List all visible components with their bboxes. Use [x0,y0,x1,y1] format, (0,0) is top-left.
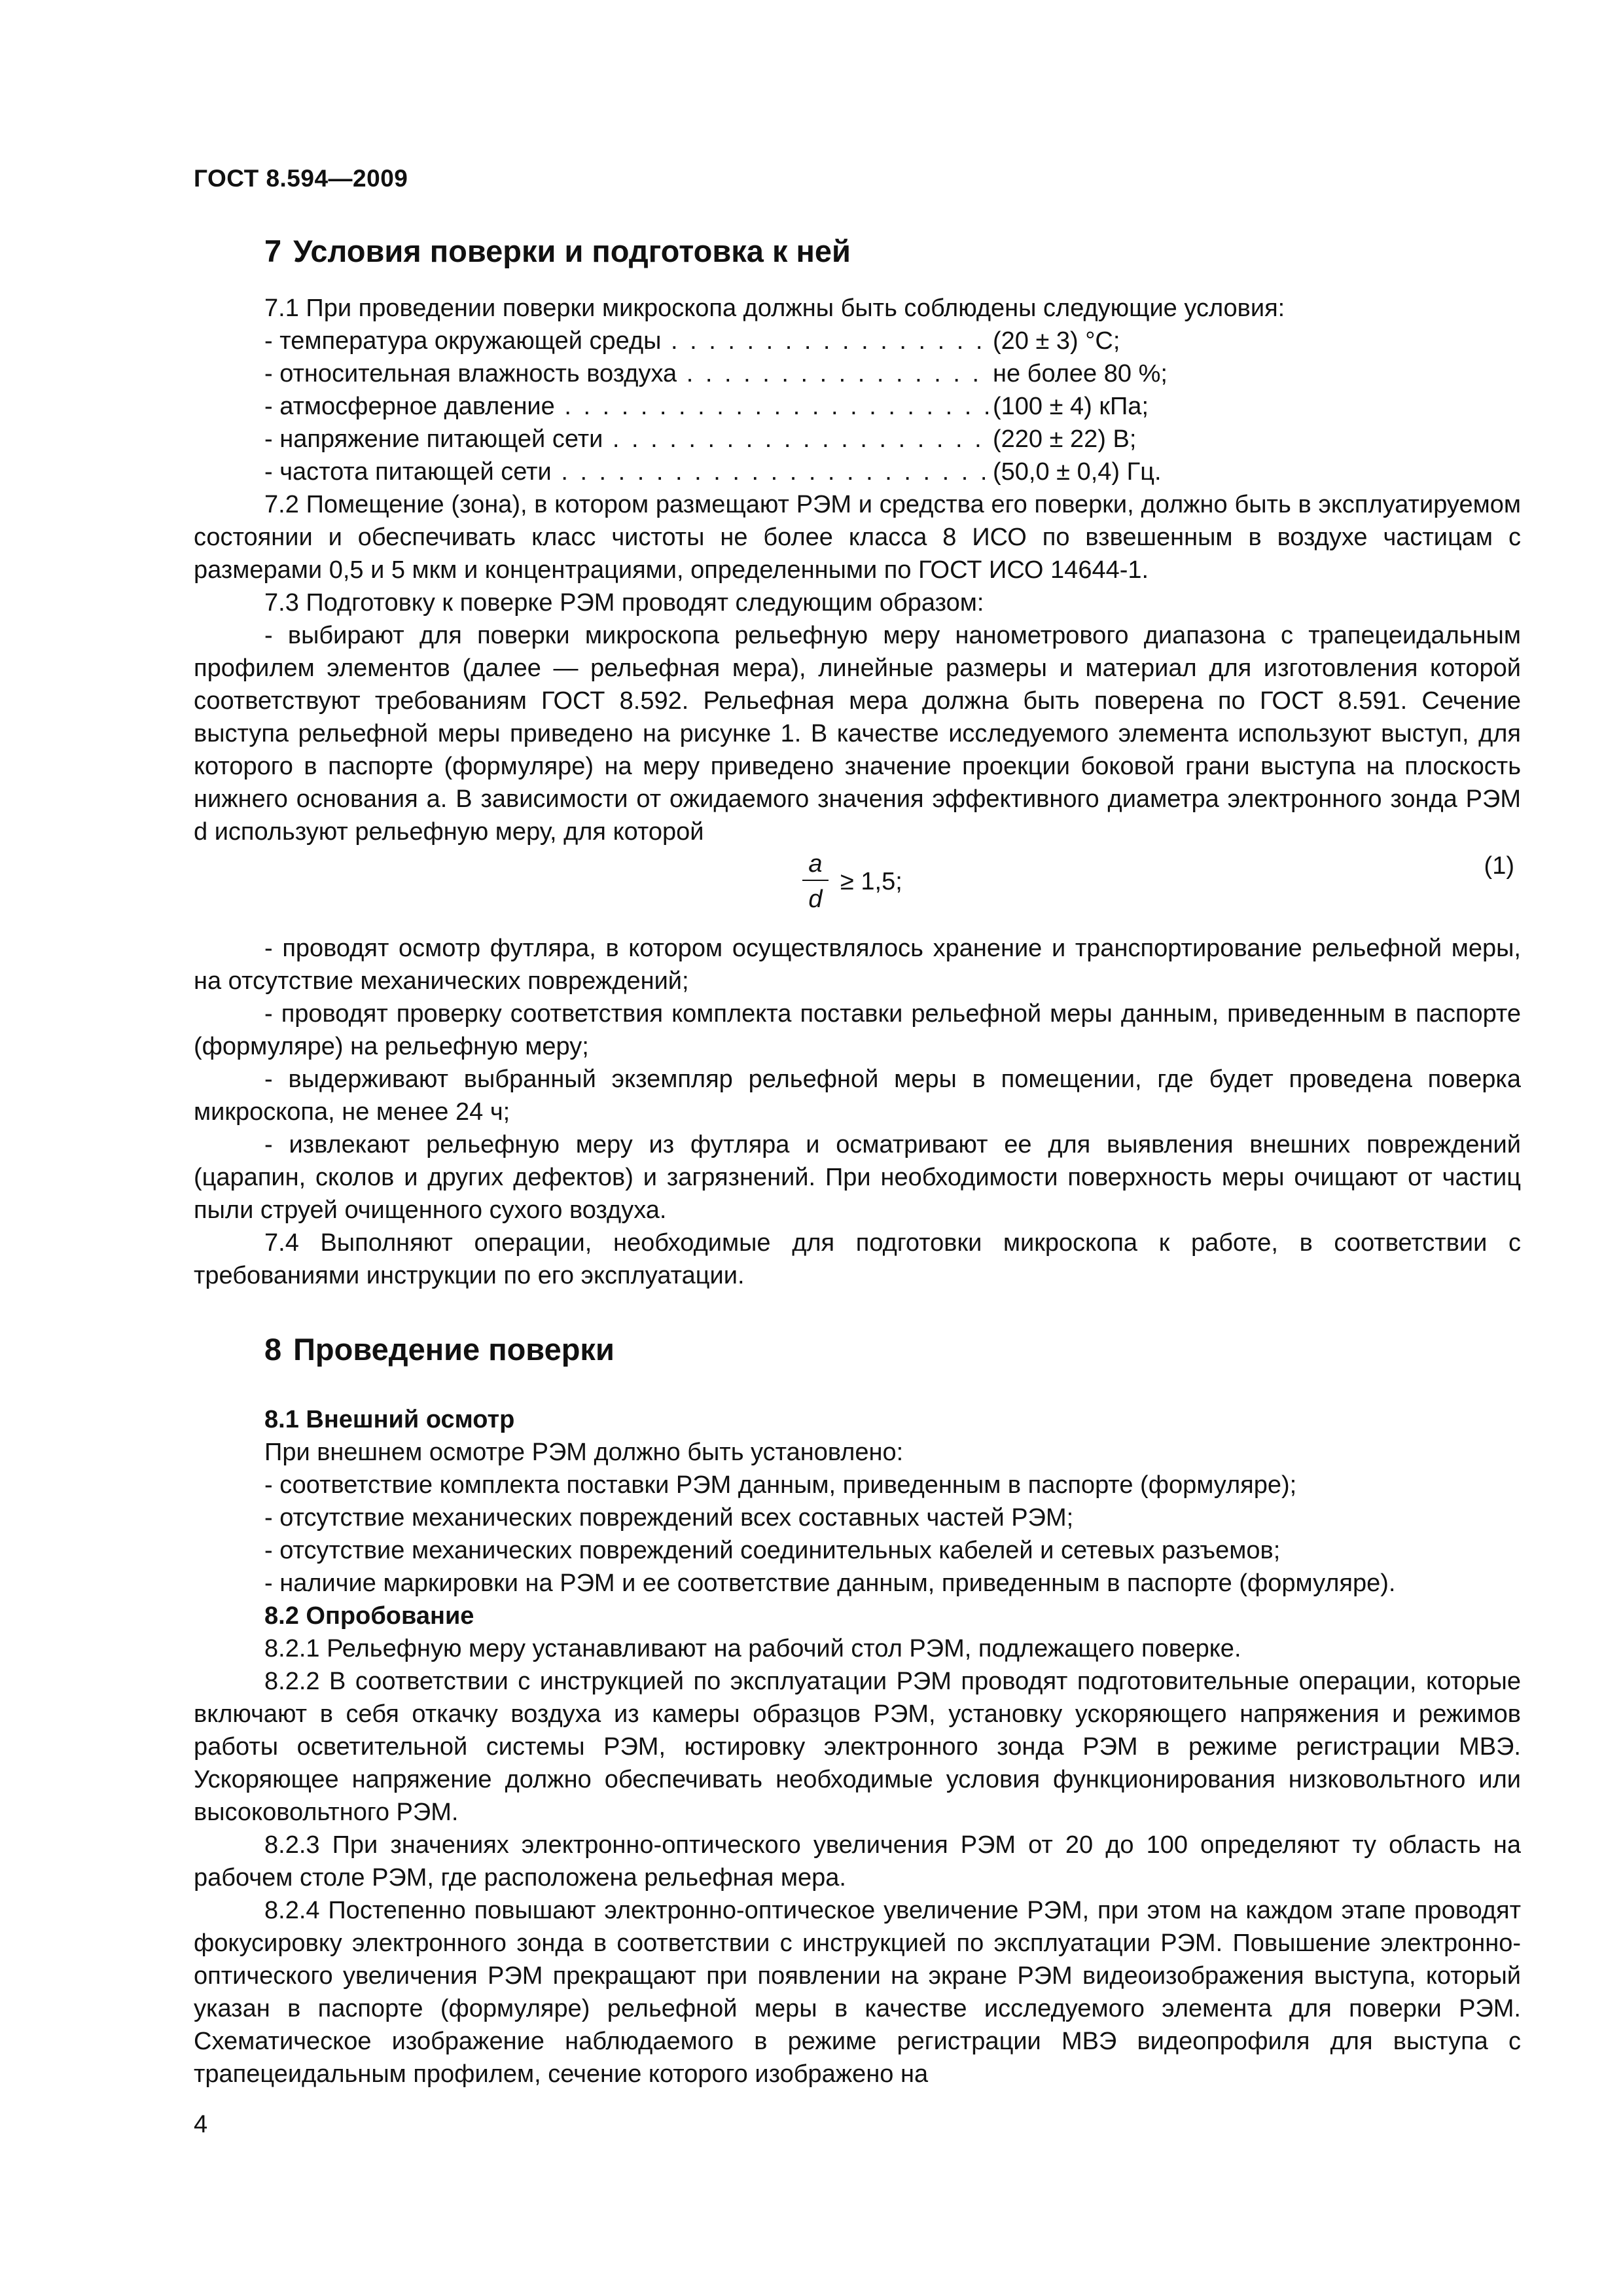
condition-row [194,357,1521,390]
section-7-number: 7 [264,234,282,268]
list-item: - соответствие комплекта поставки РЭМ данным, приведенным в паспорте (формуляре); [264,1471,1297,1499]
clause-8-2-4: 8.2.4 Постепенно повышают электронно-оптическое увеличение РЭМ, при этом на каждом этапе проводят фокусировку электронного зонда в соответствии с инструкцией по эксплуатации РЭМ. Повышение электронно-оптического увеличения РЭМ прекращают при появлении на экране РЭМ видеоизображения выступа, который указан в паспорте (формуляре) рельефной меры в качестве исследуемого элемента для поверки РЭМ. Схематическое изображение наблюдаемого в режиме регистрации МВЭ видеопрофиля для выступа с трапецеидальным профилем, сечение которого изображено на [194,1897,1521,2088]
list-item: - отсутствие механических повреждений всех составных частей РЭМ; [264,1504,1074,1532]
section-7-title [194,232,1521,271]
condition-label: - напряжение питающей сети . . . [264,423,993,456]
formula-inequality: ≥ 1,5; [840,868,902,895]
condition-row [194,423,1521,456]
section-7-heading: Условия поверки и подготовка к ней [293,234,851,268]
clause-8-2-3: 8.2.3 При значениях электронно-оптического увеличения РЭМ от 20 до 100 определяют ту область на рабочем столе РЭМ, где расположена рельефная мера. [194,1831,1521,1892]
condition-row [194,390,1521,423]
subsection-8-2-heading: 8.2 Опробование [264,1602,474,1630]
formula-fraction [802,850,829,914]
section-8-title [194,1330,1521,1369]
condition-value: (50,0 ± 0,4) Гц. [993,458,1162,486]
clause-8-1: При внешнем осмотре РЭМ должно быть установлено: [264,1439,904,1466]
section-8-heading: Проведение поверки [293,1332,615,1367]
clause-7-1: 7.1 При проведении поверки микроскопа должны быть соблюдены следующие условия: [264,295,1285,322]
condition-label: - атмосферное давление . . . [264,390,993,423]
condition-value: (100 ± 4) кПа; [993,393,1149,420]
clause-7-3-item: - извлекают рельефную меру из футляра и осматривают ее для выявления внешних повреждений (царапин, сколов и других дефектов) и загрязнений. При необходимости поверхность меры очищают от частиц пыли струей очищенного сухого воздуха. [194,1131,1521,1224]
clause-8-2-2: 8.2.2 В соответствии с инструкцией по эксплуатации РЭМ проводят подготовительные операции, которые включают в себя откачку воздуха из камеры образцов РЭМ, установку ускоряющего напряжения и режимов работы осветительной системы РЭМ, юстировку электронного зонда РЭМ в режиме регистрации МВЭ. Ускоряющее напряжение должно обеспечивать необходимые условия функционирования низковольтного или высоковольтного РЭМ. [194,1668,1521,1826]
clause-8-2-1: 8.2.1 Рельефную меру устанавливают на рабочий стол РЭМ, подлежащего поверке. [264,1635,1241,1662]
clause-7-3-item: - проводят проверку соответствия комплекта поставки рельефной меры данным, приведенным в паспорте (формуляре) на рельефную меру; [194,1000,1521,1060]
condition-row [194,456,1521,488]
condition-label: - частота питающей сети . . . [264,456,993,488]
condition-label: - температура окружающей среды . . . [264,325,993,357]
condition-row [194,325,1521,357]
condition-value: не более 80 %; [993,360,1168,387]
document-header: ГОСТ 8.594—2009 [194,165,408,192]
clause-7-2: 7.2 Помещение (зона), в котором размещают РЭМ и средства его поверки, должно быть в эксплуатируемом состоянии и обеспечивать класс чистоты не более класса 8 ИСО по взвешенным в воздухе частицам с размерами 0,5 и 5 мкм и концентрациями, определенными по ГОСТ ИСО 14644-1. [194,491,1521,584]
list-item: - отсутствие механических повреждений соединительных кабелей и сетевых разъемов; [264,1537,1281,1564]
formula-denominator: d [808,886,823,913]
formula-1 [194,848,1521,932]
fraction-bar [802,880,829,881]
condition-value: (220 ± 22) В; [993,425,1137,453]
formula-number: (1) [1484,852,1514,880]
formula-numerator: a [808,850,823,878]
section-8-number: 8 [264,1332,282,1367]
document-body [194,232,1521,2090]
clause-7-4: 7.4 Выполняют операции, необходимые для подготовки микроскопа к работе, в соответствии с требованиями инструкции по его эксплуатации. [194,1229,1521,1289]
condition-value: (20 ± 3) °С; [993,327,1120,355]
page-number: 4 [194,2111,208,2138]
list-item: - наличие маркировки на РЭМ и ее соответствие данным, приведенным в паспорте (формуляре). [264,1570,1396,1597]
subsection-8-1-heading: 8.1 Внешний осмотр [264,1406,515,1433]
clause-7-3-item: - выбирают для поверки микроскопа рельефную меру нанометрового диапазона с трапецеидальным профилем элементов (далее — рельефная мера), линейные размеры и материал для изготовления которой соответствуют требованиям ГОСТ 8.592. Рельефная мера должна быть поверена по ГОСТ 8.591. Сечение выступа рельефной меры приведено на рисунке 1. В качестве исследуемого элемента используют выступ, для которого в паспорте (формуляре) на меру приведено значение проекции боковой грани выступа на плоскость нижнего основания a. В зависимости от ожидаемого значения эффективного диаметра электронного зонда РЭМ d используют рельефную меру, для которой [194,622,1521,846]
clause-7-3-item: - выдерживают выбранный экземпляр рельефной меры в помещении, где будет проведена поверка микроскопа, не менее 24 ч; [194,1066,1521,1126]
clause-7-3: 7.3 Подготовку к поверке РЭМ проводят следующим образом: [264,589,984,617]
clause-7-3-item: - проводят осмотр футляра, в котором осуществлялось хранение и транспортирование рельефной меры, на отсутствие механических повреждений; [194,935,1521,995]
condition-label: - относительная влажность воздуха . . . [264,357,993,390]
